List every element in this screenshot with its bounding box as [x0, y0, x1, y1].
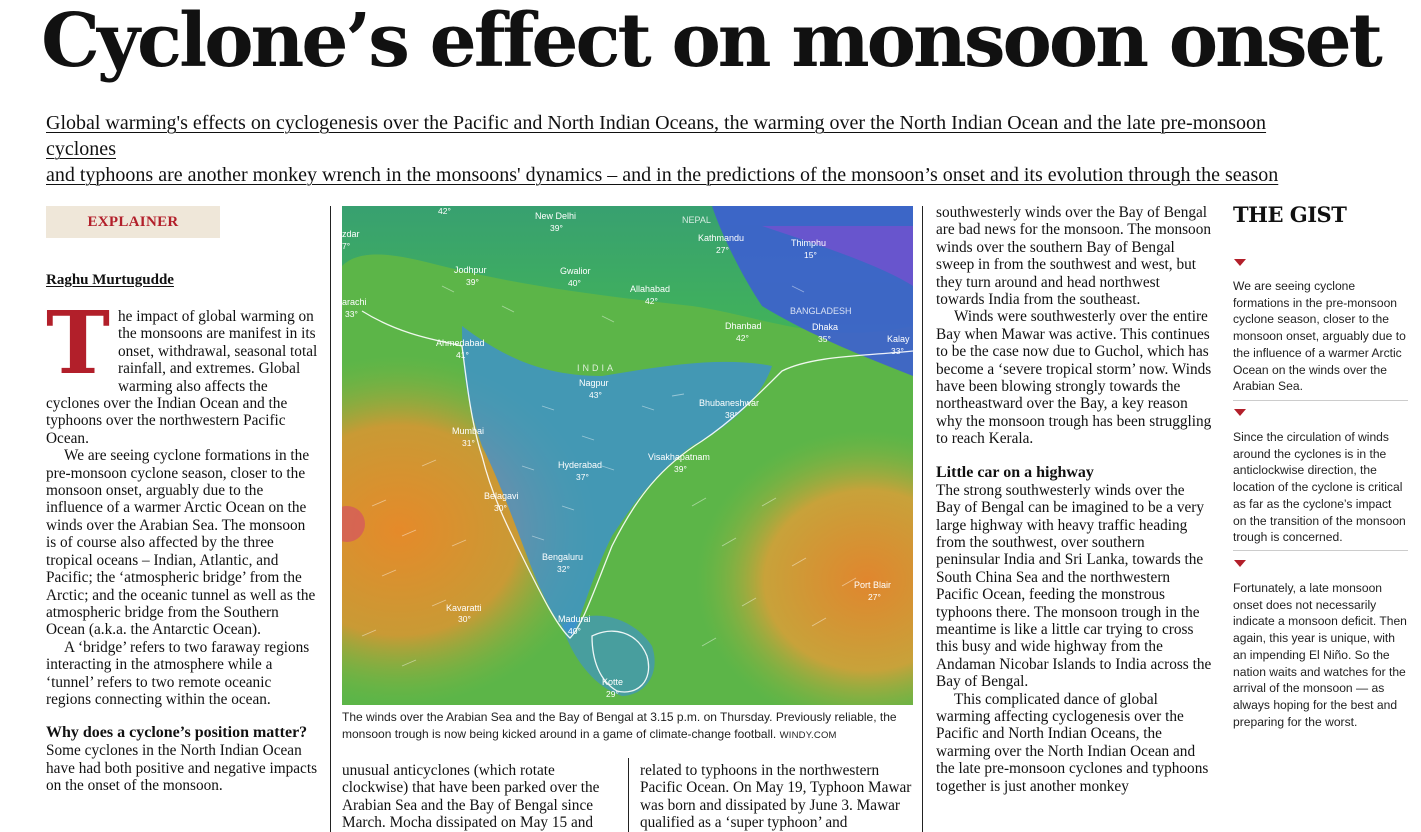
svg-text:Kotte: Kotte [602, 677, 624, 687]
drop-cap: T [46, 293, 110, 394]
svg-text:Bhubaneshwar: Bhubaneshwar [699, 398, 760, 408]
svg-text:41°: 41° [456, 350, 469, 360]
svg-text:Nagpur: Nagpur [579, 378, 609, 388]
paragraph: The impact of global warming on the monsoons are manifest in its onset, withdrawal, seasonal total rainfall, and extremes. Global warming also affects the cyclones over the Indian Ocean and the typhoons over the northwestern Pacific Ocean. [46, 293, 318, 447]
svg-text:New Delhi: New Delhi [535, 211, 577, 221]
divider [1233, 550, 1408, 551]
article-column-3 [640, 762, 916, 832]
map-region-label: BANGLADESH [790, 306, 852, 316]
triangle-bullet-icon [1234, 409, 1246, 416]
column-divider [330, 206, 331, 832]
svg-text:Kavaratti: Kavaratti [446, 603, 482, 613]
paragraph: The strong southwesterly winds over the Bay of Bengal can be imagined to be a very large highway with heavy traffic heading from the southwest, over southern peninsular India and Sri Lanka, towards the South China Sea and the northwestern Pacific Ocean, feeding the monstrous typhoons there. The monsoon trough in the meantime is like a little car trying to cross this busy and wide highway from the Andaman Nicobar Islands to India across the Bay of Bengal. [936, 481, 1212, 691]
svg-text:30°: 30° [458, 614, 471, 624]
gist-item: Fortunately, a late monsoon onset does not necessarily indicate a monsoon deficit. Then again, this year is unique, with an impending El Niño. So the nation waits and watches for the arrival of the monsoon — as always hoping for the best and preparing for the worst. [1233, 581, 1407, 729]
section-label: EXPLAINER [46, 206, 220, 238]
paragraph: unusual anticyclones (which rotate clockwise) that have been parked over the Arabian Sea and the Bay of Bengal since March. Mocha dissipated on May 15 and [342, 762, 600, 832]
paragraph: southwesterly winds over the Bay of Bengal are bad news for the monsoon. The monsoon winds over the southern Bay of Bengal sweep in from the southwest and west, but they turn around and head northwest towards India from the southeast. [936, 204, 1212, 309]
byline[interactable]: Raghu Murtugudde [46, 272, 174, 288]
svg-text:Visakhapatnam: Visakhapatnam [648, 452, 710, 462]
svg-text:39°: 39° [674, 464, 687, 474]
deck [46, 110, 1336, 188]
wind-map-image [342, 206, 913, 705]
svg-text:43°: 43° [589, 390, 602, 400]
svg-text:29°: 29° [606, 689, 619, 699]
svg-text:7°: 7° [342, 241, 351, 251]
svg-text:32°: 32° [557, 564, 570, 574]
gist-item: Since the circulation of winds around the cyclones is in the anticlockwise direction, the location of the cyclone is critical as far as the cyclone’s impact on the transition of the monsoon trough is concerned. [1233, 430, 1406, 545]
svg-text:Dhaka: Dhaka [812, 322, 839, 332]
svg-text:35°: 35° [818, 334, 831, 344]
svg-text:Hyderabad: Hyderabad [558, 460, 603, 470]
svg-text:Mumbai: Mumbai [452, 426, 485, 436]
gist-item: We are seeing cyclone formations in the pre-monsoon cyclone season, closer to the monsoon onset, arguably due to the influence of a warmer Arctic Ocean on the winds over the Arabian Sea. [1233, 279, 1406, 394]
svg-text:Madurai: Madurai [558, 614, 591, 624]
svg-text:42°: 42° [438, 206, 451, 216]
deck-line-1: Global warming's effects on cyclogenesis over the Pacific and North Indian Oceans, the warming over the North Indian Ocean and the late pre-monsoon cyclones [46, 112, 1267, 160]
subheading: Little car on a highway [936, 463, 1094, 481]
article-column-2 [342, 762, 622, 832]
paragraph: We are seeing cyclone formations in the pre-monsoon cyclone season, closer to the monsoon onset, arguably due to the influence of a warmer Arctic Ocean on the winds over the Arabian Sea. The monsoon is of course also affected by the three tropical oceans – Indian, Atlantic, and Pacific; the ‘atmospheric bridge’ from the Arctic; and the oceanic tunnel as well as the atmospheric bridge from the Southern Ocean (a.k.a. the Antarctic Ocean). [46, 447, 316, 639]
svg-text:42°: 42° [736, 333, 749, 343]
svg-text:42°: 42° [645, 296, 658, 306]
svg-text:Port Blair: Port Blair [854, 580, 892, 590]
svg-text:Thimphu: Thimphu [791, 238, 827, 248]
gist-title: THE GIST [1233, 202, 1347, 227]
paragraph: Some cyclones in the North Indian Ocean have had both positive and negative impacts on the onset of the monsoon. [46, 742, 318, 795]
svg-text:27°: 27° [868, 592, 881, 602]
svg-text:31°: 31° [462, 438, 475, 448]
svg-text:Dhanbad: Dhanbad [725, 321, 762, 331]
map-region-label: INDIA [577, 363, 617, 373]
paragraph: Winds were southwesterly over the entire Bay when Mawar was active. This continues to be the case now due to Guchol, which has become a ‘severe tropical storm’ now. Winds have been blowing strongly towards the northeastward over the Bay, a key reason why the monsoon trough has been struggling to reach Kerala. [936, 308, 1212, 448]
svg-text:zdar: zdar [342, 229, 360, 239]
caption-credit: WINDY.COM [779, 730, 837, 741]
photo-caption [342, 709, 917, 744]
subheading: Why does a cyclone’s position matter? [46, 724, 308, 742]
svg-text:33°: 33° [891, 346, 904, 356]
svg-text:arachi: arachi [342, 297, 367, 307]
paragraph: This complicated dance of global warming affecting cyclogenesis over the Pacific and North Indian Oceans, the warming over the North Indian Ocean and the late pre-monsoon cyclones and typhoons together is just another monkey [936, 690, 1209, 795]
svg-text:Gwalior: Gwalior [560, 266, 591, 276]
headline: Cyclone’s effect on monsoon onset [41, 0, 1380, 84]
column-divider [628, 758, 629, 832]
column-divider [922, 206, 923, 832]
svg-text:39°: 39° [550, 223, 563, 233]
svg-text:39°: 39° [466, 277, 479, 287]
article-column-4 [936, 204, 1212, 795]
paragraph: A ‘bridge’ refers to two faraway regions interacting in the atmosphere while a ‘tunnel’ refers to two remote oceanic regions connecting within the ocean. [46, 638, 310, 708]
svg-text:30°: 30° [494, 503, 507, 513]
svg-text:37°: 37° [576, 472, 589, 482]
svg-text:Kathmandu: Kathmandu [698, 233, 745, 243]
deck-line-2: and typhoons are another monkey wrench in the monsoons' dynamics – and in the predictions of the monsoon’s onset and its evolution through the season [46, 164, 1279, 186]
svg-text:Bengaluru: Bengaluru [542, 552, 584, 562]
article-column-1 [46, 293, 318, 795]
triangle-bullet-icon [1234, 560, 1246, 567]
svg-text:40°: 40° [568, 278, 581, 288]
map-region-label: NEPAL [682, 215, 711, 225]
svg-text:Allahabad: Allahabad [630, 284, 671, 294]
svg-text:Belagavi: Belagavi [484, 491, 519, 501]
svg-text:27°: 27° [716, 245, 729, 255]
svg-text:38°: 38° [725, 410, 738, 420]
svg-text:Kalay: Kalay [887, 334, 910, 344]
svg-text:Ahmedabad: Ahmedabad [436, 338, 485, 348]
svg-text:40°: 40° [568, 626, 581, 636]
svg-text:Jodhpur: Jodhpur [454, 265, 487, 275]
paragraph: related to typhoons in the northwestern Pacific Ocean. On May 19, Typhoon Mawar was born and dissipated by June 3. Mawar qualified as a ‘super typhoon’ and [640, 762, 912, 832]
triangle-bullet-icon [1234, 259, 1246, 266]
caption-text: The winds over the Arabian Sea and the Bay of Bengal at 3.15 p.m. on Thursday. Previously reliable, the monsoon trough is now being kicked around in a game of climate-change football. [342, 710, 897, 741]
svg-text:33°: 33° [345, 309, 358, 319]
divider [1233, 400, 1408, 401]
wind-map [342, 206, 913, 705]
svg-text:15°: 15° [804, 250, 817, 260]
